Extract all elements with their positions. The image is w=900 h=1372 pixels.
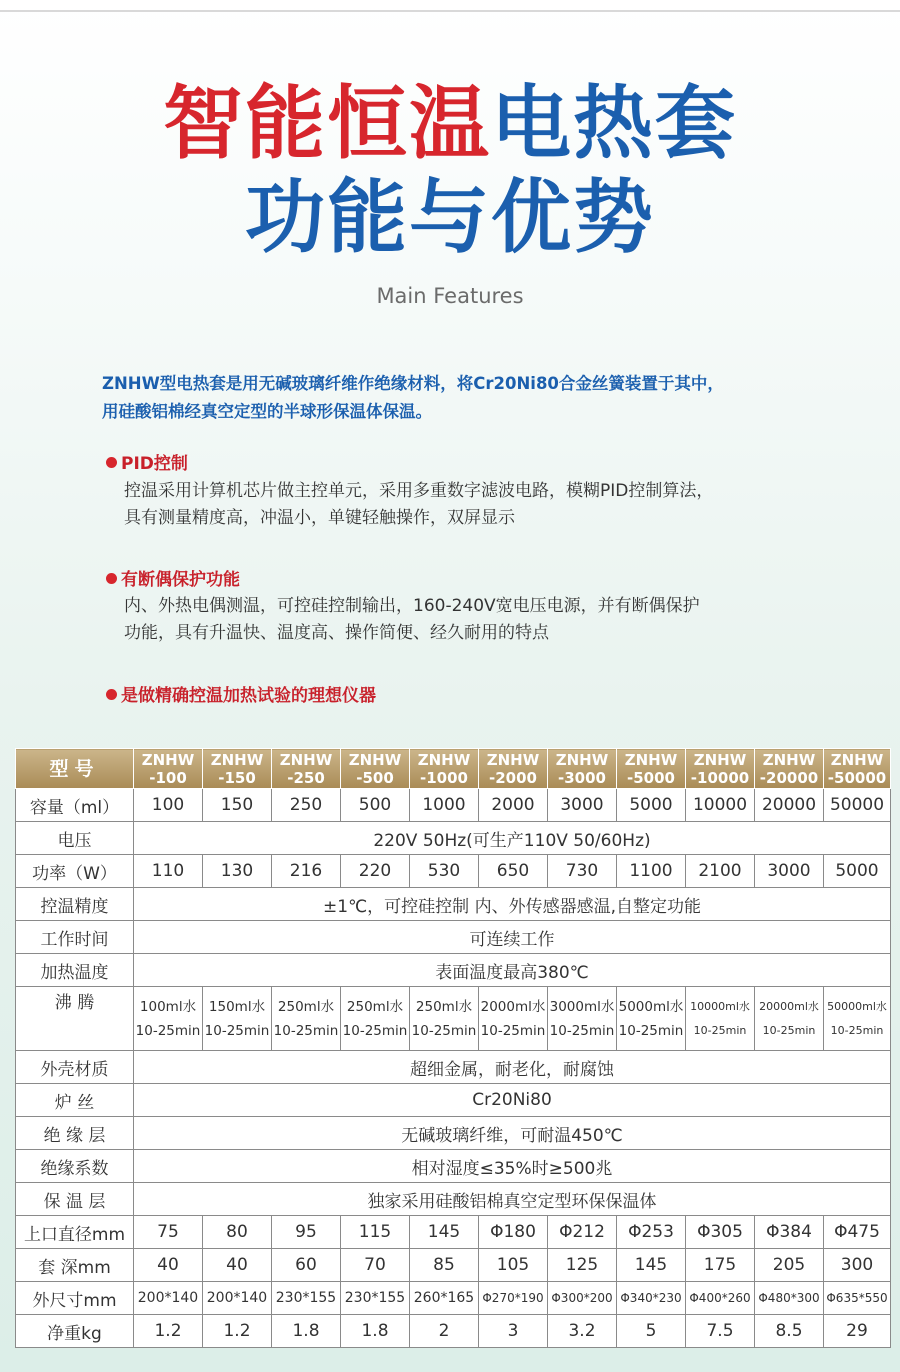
spec-table (15, 748, 891, 1348)
model-cell: ZNHW -2000 (479, 749, 548, 789)
table-cell: 130 (203, 855, 272, 888)
table-cell: 250 (272, 789, 341, 822)
table-cell: 80 (203, 1216, 272, 1249)
table-cell: 5 (617, 1315, 686, 1348)
row-label: 加热温度 (16, 954, 134, 987)
model-cell: ZNHW -1000 (410, 749, 479, 789)
model-header-row (16, 749, 891, 789)
boil-cell: 250ml水 10-25min (410, 987, 479, 1051)
table-cell: 1.2 (203, 1315, 272, 1348)
model-cell: ZNHW -5000 (617, 749, 686, 789)
row-label: 上口直径mm (16, 1216, 134, 1249)
table-cell: Φ212 (548, 1216, 617, 1249)
table-cell: 8.5 (755, 1315, 824, 1348)
table-cell: 无碱玻璃纤维，可耐温450℃ (134, 1117, 891, 1150)
model-cell: ZNHW -20000 (755, 749, 824, 789)
table-cell: 95 (272, 1216, 341, 1249)
header-label: 型号 (16, 749, 134, 789)
table-cell: 3 (479, 1315, 548, 1348)
model-cell: ZNHW -250 (272, 749, 341, 789)
table-cell: 230*155 (341, 1282, 410, 1315)
row-label: 工作时间 (16, 921, 134, 954)
row-label: 沸 腾 (16, 987, 134, 1051)
table-cell: Φ180 (479, 1216, 548, 1249)
table-cell: 3000 (548, 789, 617, 822)
intro-text (102, 370, 822, 426)
title-red-part: 智能恒温 (163, 77, 491, 170)
table-cell: 60 (272, 1249, 341, 1282)
table-cell: 相对湿度≤35%时≥500兆 (134, 1150, 891, 1183)
table-cell: 230*155 (272, 1282, 341, 1315)
diameter-row (16, 1216, 891, 1249)
table-cell: 5000 (617, 789, 686, 822)
table-cell: 145 (410, 1216, 479, 1249)
table-cell: 200*140 (134, 1282, 203, 1315)
boil-cell: 50000ml水 10-25min (824, 987, 891, 1051)
model-cell: ZNHW -150 (203, 749, 272, 789)
table-cell: 145 (617, 1249, 686, 1282)
capacity-row (16, 789, 891, 822)
boil-cell: 20000ml水 10-25min (755, 987, 824, 1051)
table-cell: 2000 (479, 789, 548, 822)
row-label: 绝缘系数 (16, 1150, 134, 1183)
table-cell: Φ635*550 (824, 1282, 891, 1315)
table-cell: 115 (341, 1216, 410, 1249)
table-cell: 650 (479, 855, 548, 888)
main-title (0, 77, 900, 170)
table-cell: Φ480*300 (755, 1282, 824, 1315)
table-cell: 500 (341, 789, 410, 822)
main-title-line2: 功能与优势 (245, 171, 655, 264)
table-cell: 40 (203, 1249, 272, 1282)
table-cell: 70 (341, 1249, 410, 1282)
table-cell: 2100 (686, 855, 755, 888)
table-cell: 3.2 (548, 1315, 617, 1348)
table-cell: Φ340*230 (617, 1282, 686, 1315)
row-label: 容量（ml） (16, 789, 134, 822)
row-label: 保 温 层 (16, 1183, 134, 1216)
table-cell: 50000 (824, 789, 891, 822)
table-cell: 530 (410, 855, 479, 888)
wire-row (16, 1084, 891, 1117)
row-label: 套 深mm (16, 1249, 134, 1282)
table-cell: 260*165 (410, 1282, 479, 1315)
heat-temp-row (16, 954, 891, 987)
model-cell: ZNHW -50000 (824, 749, 891, 789)
bullet-dot-icon (106, 457, 117, 468)
table-cell: Φ400*260 (686, 1282, 755, 1315)
table-cell: Φ305 (686, 1216, 755, 1249)
intro-line-1: ZNHW型电热套是用无碱玻璃纤维作绝缘材料，将Cr20Ni80合金丝簧装置于其中， (102, 374, 724, 393)
weight-row (16, 1315, 891, 1348)
feature-body-protection: 内、外热电偶测温，可控硅控制输出，160-240V宽电压电源，并有断偶保护 功能，具有升温快、温度高、操作简便、经久耐用的特点 (124, 596, 700, 643)
table-cell: 200*140 (203, 1282, 272, 1315)
insulation-row (16, 1117, 891, 1150)
table-cell: Φ270*190 (479, 1282, 548, 1315)
table-cell: 100 (134, 789, 203, 822)
table-cell: 730 (548, 855, 617, 888)
table-cell: 2 (410, 1315, 479, 1348)
boil-cell: 3000ml水 10-25min (548, 987, 617, 1051)
boil-cell: 250ml水 10-25min (272, 987, 341, 1051)
feature-title-pid: PID控制 (106, 449, 188, 474)
table-cell: 7.5 (686, 1315, 755, 1348)
table-cell: ±1℃，可控硅控制 内、外传感器感温,自整定功能 (134, 888, 891, 921)
table-cell: 5000 (824, 855, 891, 888)
table-cell: 150 (203, 789, 272, 822)
table-cell: 205 (755, 1249, 824, 1282)
boil-cell: 150ml水 10-25min (203, 987, 272, 1051)
table-cell: 1100 (617, 855, 686, 888)
row-label: 炉 丝 (16, 1084, 134, 1117)
table-cell: 300 (824, 1249, 891, 1282)
table-cell: 1.8 (272, 1315, 341, 1348)
power-row (16, 855, 891, 888)
bullet-dot-icon (106, 689, 117, 700)
row-label: 净重kg (16, 1315, 134, 1348)
feature-body-pid: 控温采用计算机芯片做主控单元，采用多重数字滤波电路，模糊PID控制算法， 具有测量精度高，冲温小，单键轻触操作，双屏显示 (124, 481, 714, 528)
table-cell: 1.2 (134, 1315, 203, 1348)
table-cell: 超细金属，耐老化，耐腐蚀 (134, 1051, 891, 1084)
row-label: 功率（W） (16, 855, 134, 888)
row-label: 绝 缘 层 (16, 1117, 134, 1150)
table-cell: 220V 50Hz(可生产110V 50/60Hz) (134, 822, 891, 855)
table-cell: 175 (686, 1249, 755, 1282)
boil-cell: 10000ml水 10-25min (686, 987, 755, 1051)
table-cell: Φ384 (755, 1216, 824, 1249)
work-time-row (16, 921, 891, 954)
depth-row (16, 1249, 891, 1282)
title-blue-part: 电热套 (491, 77, 737, 170)
table-cell: 3000 (755, 855, 824, 888)
boil-cell: 100ml水 10-25min (134, 987, 203, 1051)
feature-title-ideal: 是做精确控温加热试验的理想仪器 (106, 681, 376, 706)
row-label: 外尺寸mm (16, 1282, 134, 1315)
model-cell: ZNHW -10000 (686, 749, 755, 789)
boil-cell: 250ml水 10-25min (341, 987, 410, 1051)
boiling-row (16, 987, 891, 1051)
shell-row (16, 1051, 891, 1084)
table-cell: 29 (824, 1315, 891, 1348)
thermal-row (16, 1183, 891, 1216)
subtitle: Main Features (376, 284, 524, 308)
table-cell: 可连续工作 (134, 921, 891, 954)
bullet-dot-icon (106, 573, 117, 584)
table-cell: 独家采用硅酸铝棉真空定型环保保温体 (134, 1183, 891, 1216)
boil-cell: 5000ml水 10-25min (617, 987, 686, 1051)
table-cell: Φ253 (617, 1216, 686, 1249)
table-cell: 1.8 (341, 1315, 410, 1348)
feature-title-protection: 有断偶保护功能 (106, 565, 240, 590)
table-cell: 125 (548, 1249, 617, 1282)
intro-line-2: 用硅酸铝棉经真空定型的半球形保温体保温。 (102, 402, 432, 421)
table-cell: Φ300*200 (548, 1282, 617, 1315)
table-cell: 20000 (755, 789, 824, 822)
boil-cell: 2000ml水 10-25min (479, 987, 548, 1051)
outer-size-row (16, 1282, 891, 1315)
model-cell: ZNHW -100 (134, 749, 203, 789)
row-label: 外壳材质 (16, 1051, 134, 1084)
table-cell: 75 (134, 1216, 203, 1249)
table-cell: 85 (410, 1249, 479, 1282)
insulation-coef-row (16, 1150, 891, 1183)
table-cell: 表面温度最高380℃ (134, 954, 891, 987)
model-cell: ZNHW -3000 (548, 749, 617, 789)
model-cell: ZNHW -500 (341, 749, 410, 789)
table-cell: 10000 (686, 789, 755, 822)
table-cell: 110 (134, 855, 203, 888)
table-cell: Cr20Ni80 (134, 1084, 891, 1117)
table-cell: 1000 (410, 789, 479, 822)
table-cell: 216 (272, 855, 341, 888)
table-cell: 220 (341, 855, 410, 888)
voltage-row (16, 822, 891, 855)
top-divider (0, 10, 900, 12)
row-label: 控温精度 (16, 888, 134, 921)
table-cell: Φ475 (824, 1216, 891, 1249)
table-cell: 105 (479, 1249, 548, 1282)
precision-row (16, 888, 891, 921)
row-label: 电压 (16, 822, 134, 855)
table-cell: 40 (134, 1249, 203, 1282)
